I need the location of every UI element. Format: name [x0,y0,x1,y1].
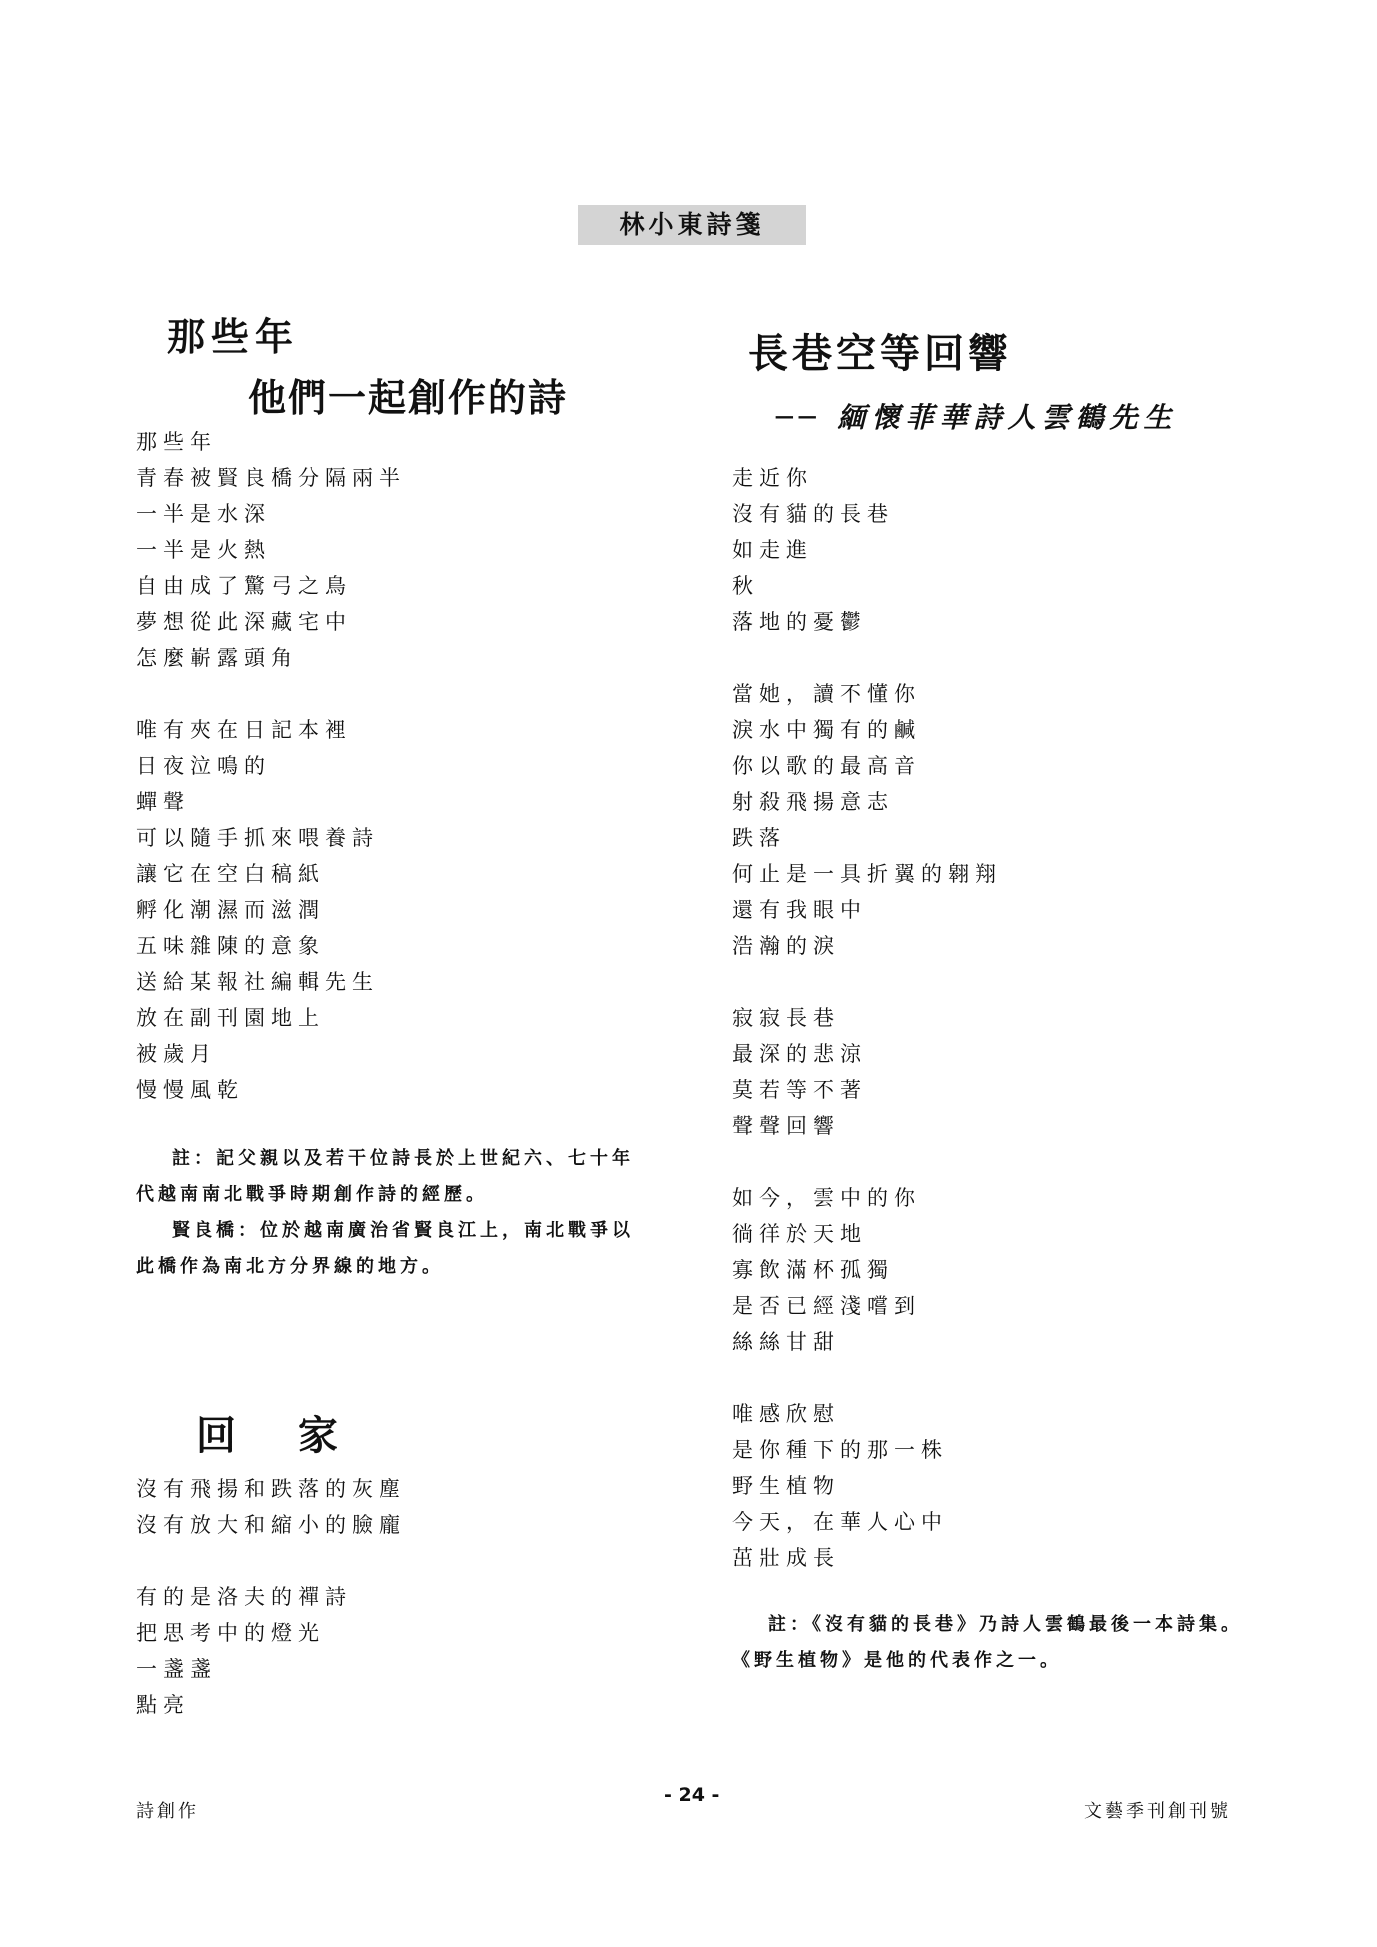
poem-line: 莫若等不著 [732,1078,867,1102]
stanza-break [136,1543,406,1579]
poem-line: 沒有飛揚和跌落的灰塵 [136,1477,406,1501]
poem-line: 徜徉於天地 [732,1222,867,1246]
poem1-note-1: 註：記父親以及若干位詩長於上世紀六、七十年代越南南北戰爭時期創作詩的經歷。 [136,1148,634,1205]
poem-line: 寡飲滿杯孤獨 [732,1258,894,1282]
poem-line: 如走進 [732,538,813,562]
stanza-break [732,640,1002,676]
poem-line: 怎麼嶄露頭角 [136,646,298,670]
poem-line: 點亮 [136,1693,190,1717]
poem-line: 一半是火熱 [136,538,271,562]
poem-line: 唯有夾在日記本裡 [136,718,352,742]
stanza-break [732,1360,1002,1396]
stanza-break [136,676,406,712]
poem-line: 淚水中獨有的鹹 [732,718,921,742]
poem-line: 走近你 [732,466,813,490]
poem-line: 可以隨手抓來喂養詩 [136,826,379,850]
poem-line: 絲絲甘甜 [732,1330,840,1354]
poem-line: 讓它在空白稿紙 [136,862,325,886]
poem-line: 落地的憂鬱 [732,610,867,634]
stanza-break [732,1144,1002,1180]
footer-publication: 文藝季刊創刊號 [1084,1801,1231,1822]
poem-line: 蟬聲 [136,790,190,814]
poem-line: 日夜泣鳴的 [136,754,271,778]
poem-line: 送給某報社編輯先生 [136,970,379,994]
poem-line: 還有我眼中 [732,898,867,922]
poem1-body [136,424,406,1108]
poem3-title: 回 家 [196,1412,362,1459]
poem-line: 一盞盞 [136,1657,217,1681]
poem-line: 最深的悲涼 [732,1042,867,1066]
poem2-title: 長巷空等回響 [748,330,1012,377]
poem1-title-line2: 他們一起創作的詩 [248,375,569,420]
poem-line: 今天，在華人心中 [732,1510,948,1534]
poem-line: 慢慢風乾 [136,1078,244,1102]
poem-line: 何止是一具折翼的翱翔 [732,862,1002,886]
poem-line: 五味雜陳的意象 [136,934,325,958]
poem2-subtitle: ── 緬懷菲華詩人雲鶴先生 [776,401,1178,434]
poem1-note-2: 賢良橋：位於越南廣治省賢良江上，南北戰爭以此橋作為南北方分界線的地方。 [136,1220,634,1277]
poem-line: 秋 [732,574,759,598]
poem-line: 你以歌的最高音 [732,754,921,778]
poem1-title-line1: 那些年 [167,314,300,359]
poem-line: 寂寂長巷 [732,1006,840,1030]
poem-line: 放在副刊園地上 [136,1006,325,1030]
poem-line: 射殺飛揚意志 [732,790,894,814]
poem2-note-text: 註：《沒有貓的長巷》乃詩人雲鶴最後一本詩集。《野生植物》是他的代表作之一。 [732,1614,1243,1671]
poem-line: 是你種下的那一株 [732,1438,948,1462]
poem-line: 沒有貓的長巷 [732,502,894,526]
poem2-body [732,460,1002,1576]
poem-line: 把思考中的燈光 [136,1621,325,1645]
poem-line: 青春被賢良橋分隔兩半 [136,466,406,490]
poem-line: 自由成了驚弓之鳥 [136,574,352,598]
poem-line: 唯感欣慰 [732,1402,840,1426]
poem-line: 如今，雲中的你 [732,1186,921,1210]
section-banner: 林小東詩箋 [578,205,806,245]
poem-line: 那些年 [136,430,217,454]
poem3-body [136,1471,406,1723]
poem-line: 被歲月 [136,1042,217,1066]
poem-line: 夢想從此深藏宅中 [136,610,352,634]
poem-line: 跌落 [732,826,786,850]
poem-line: 孵化潮濕而滋潤 [136,898,325,922]
poem-line: 野生植物 [732,1474,840,1498]
poem-line: 沒有放大和縮小的臉龐 [136,1513,406,1537]
poem-line: 有的是洛夫的禪詩 [136,1585,352,1609]
poem1-notes [136,1141,653,1285]
stanza-break [732,964,1002,1000]
poem-line: 聲聲回響 [732,1114,840,1138]
poem-line: 茁壯成長 [732,1546,840,1570]
poem-line: 是否已經淺嚐到 [732,1294,921,1318]
poem2-note [732,1607,1246,1679]
poem-line: 一半是水深 [136,502,271,526]
poem-line: 浩瀚的淚 [732,934,840,958]
footer-section: 詩創作 [136,1801,199,1822]
poem-line: 當她，讀不懂你 [732,682,921,706]
page-number: - 24 - [664,1784,720,1806]
